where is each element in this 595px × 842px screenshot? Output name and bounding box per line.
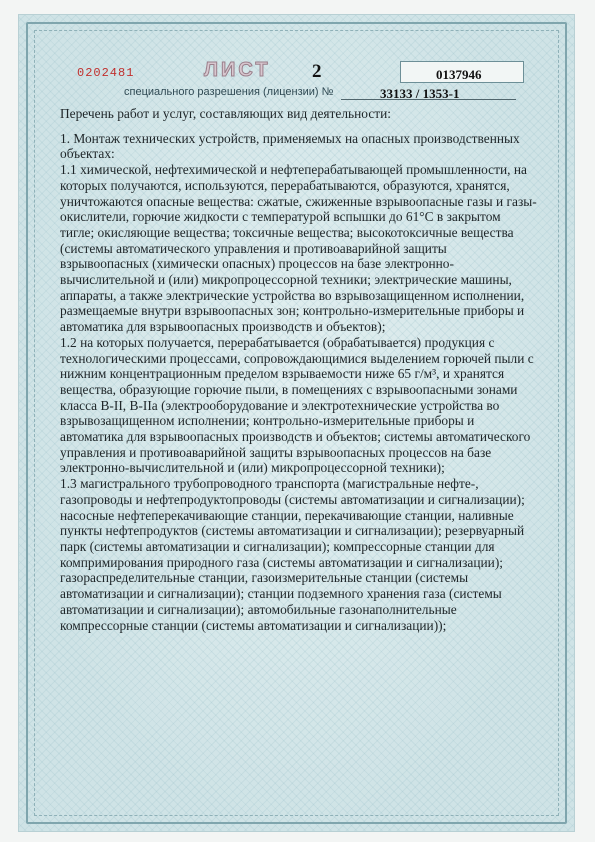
sheet-title: ЛИСТ <box>204 59 271 81</box>
license-caption: специального разрешения (лицензии) № <box>124 86 334 98</box>
section-1-title: 1. Монтаж технических устройств, применяемых на опасных производственных объектах: <box>60 130 520 162</box>
intro-text: Перечень работ и услуг, составляющих вид деятельности: <box>60 106 392 121</box>
item-1-3: 1.3 магистрального трубопроводного транспорта (магистральные нефте-, газопроводы и нефтепродуктопроводы (системы автоматизации и сигнализации); насосные нефтеперекачивающие станции, перекачивающие станции, наливные пункты нефтепродуктов (системы автоматизации и сигнализации); резервуарный парк (системы автоматизации и сигнализации); компрессорные станции для компримирования природного газа (системы автоматизации и сигнализации); газораспределительные станции, газоизмерительные станции (системы автоматизации и сигнализации); станции подземного хранения газа (системы автоматизации и сигнализации); автомобильные газонаполнительные компрессорные станции (системы автоматизации и сигнализации)); <box>60 476 525 633</box>
item-1-2: 1.2 на которых получается, перерабатывается (обрабатывается) продукция с технологическими процессами, сопровождающимися выделением горючей пыли с нижним концентрационным пределом взрываемости ниже 65 г/м³, и хранятся вещества, образующие горючие пыли, в помещениях с взрывоопасными зонами класса В-II, В-IIа (электрооборудование и электротехнические устройства во взрывозащищенном исполнении; контрольно-измерительные приборы и автоматика для взрывоопасных производств и объектов; системы автоматического управления и противоаварийной защиты взрывоопасных процессов на базе электронно-вычислительной и (или) микропроцессорной техники); <box>60 334 534 476</box>
document-body <box>60 106 538 633</box>
item-1-1: 1.1 химической, нефтехимической и нефтеперабатывающей промышленности, на которых получаются, используются, перерабатываются, образуются, хранятся, уничтожаются опасные вещества: сжатые, сжиженные взрывоопасные газы и газы-окислители, горючие жидкости с температурой вспышки до 61°С в закрытом тигле; окисляющие вещества; токсичные вещества; высокотоксичные вещества (системы автоматического управления и противоаварийной защиты взрывоопасных (химически опасных) процессов на базе электронно-вычислительной и (или) микропроцессорной техники; электрические машины, аппараты, а также электрические устройства во взрывозащищенном исполнении, размещаемые внутри взрывоопасных зон; контрольно-измерительные приборы и автоматика для взрывоопасных производств и объектов); <box>60 162 537 335</box>
license-number-underline <box>341 99 516 100</box>
sheet-number: 2 <box>312 61 322 82</box>
license-number: 33133 / 1353-1 <box>380 86 460 101</box>
form-number: 0137946 <box>436 67 482 82</box>
serial-number: 0202481 <box>77 66 135 80</box>
